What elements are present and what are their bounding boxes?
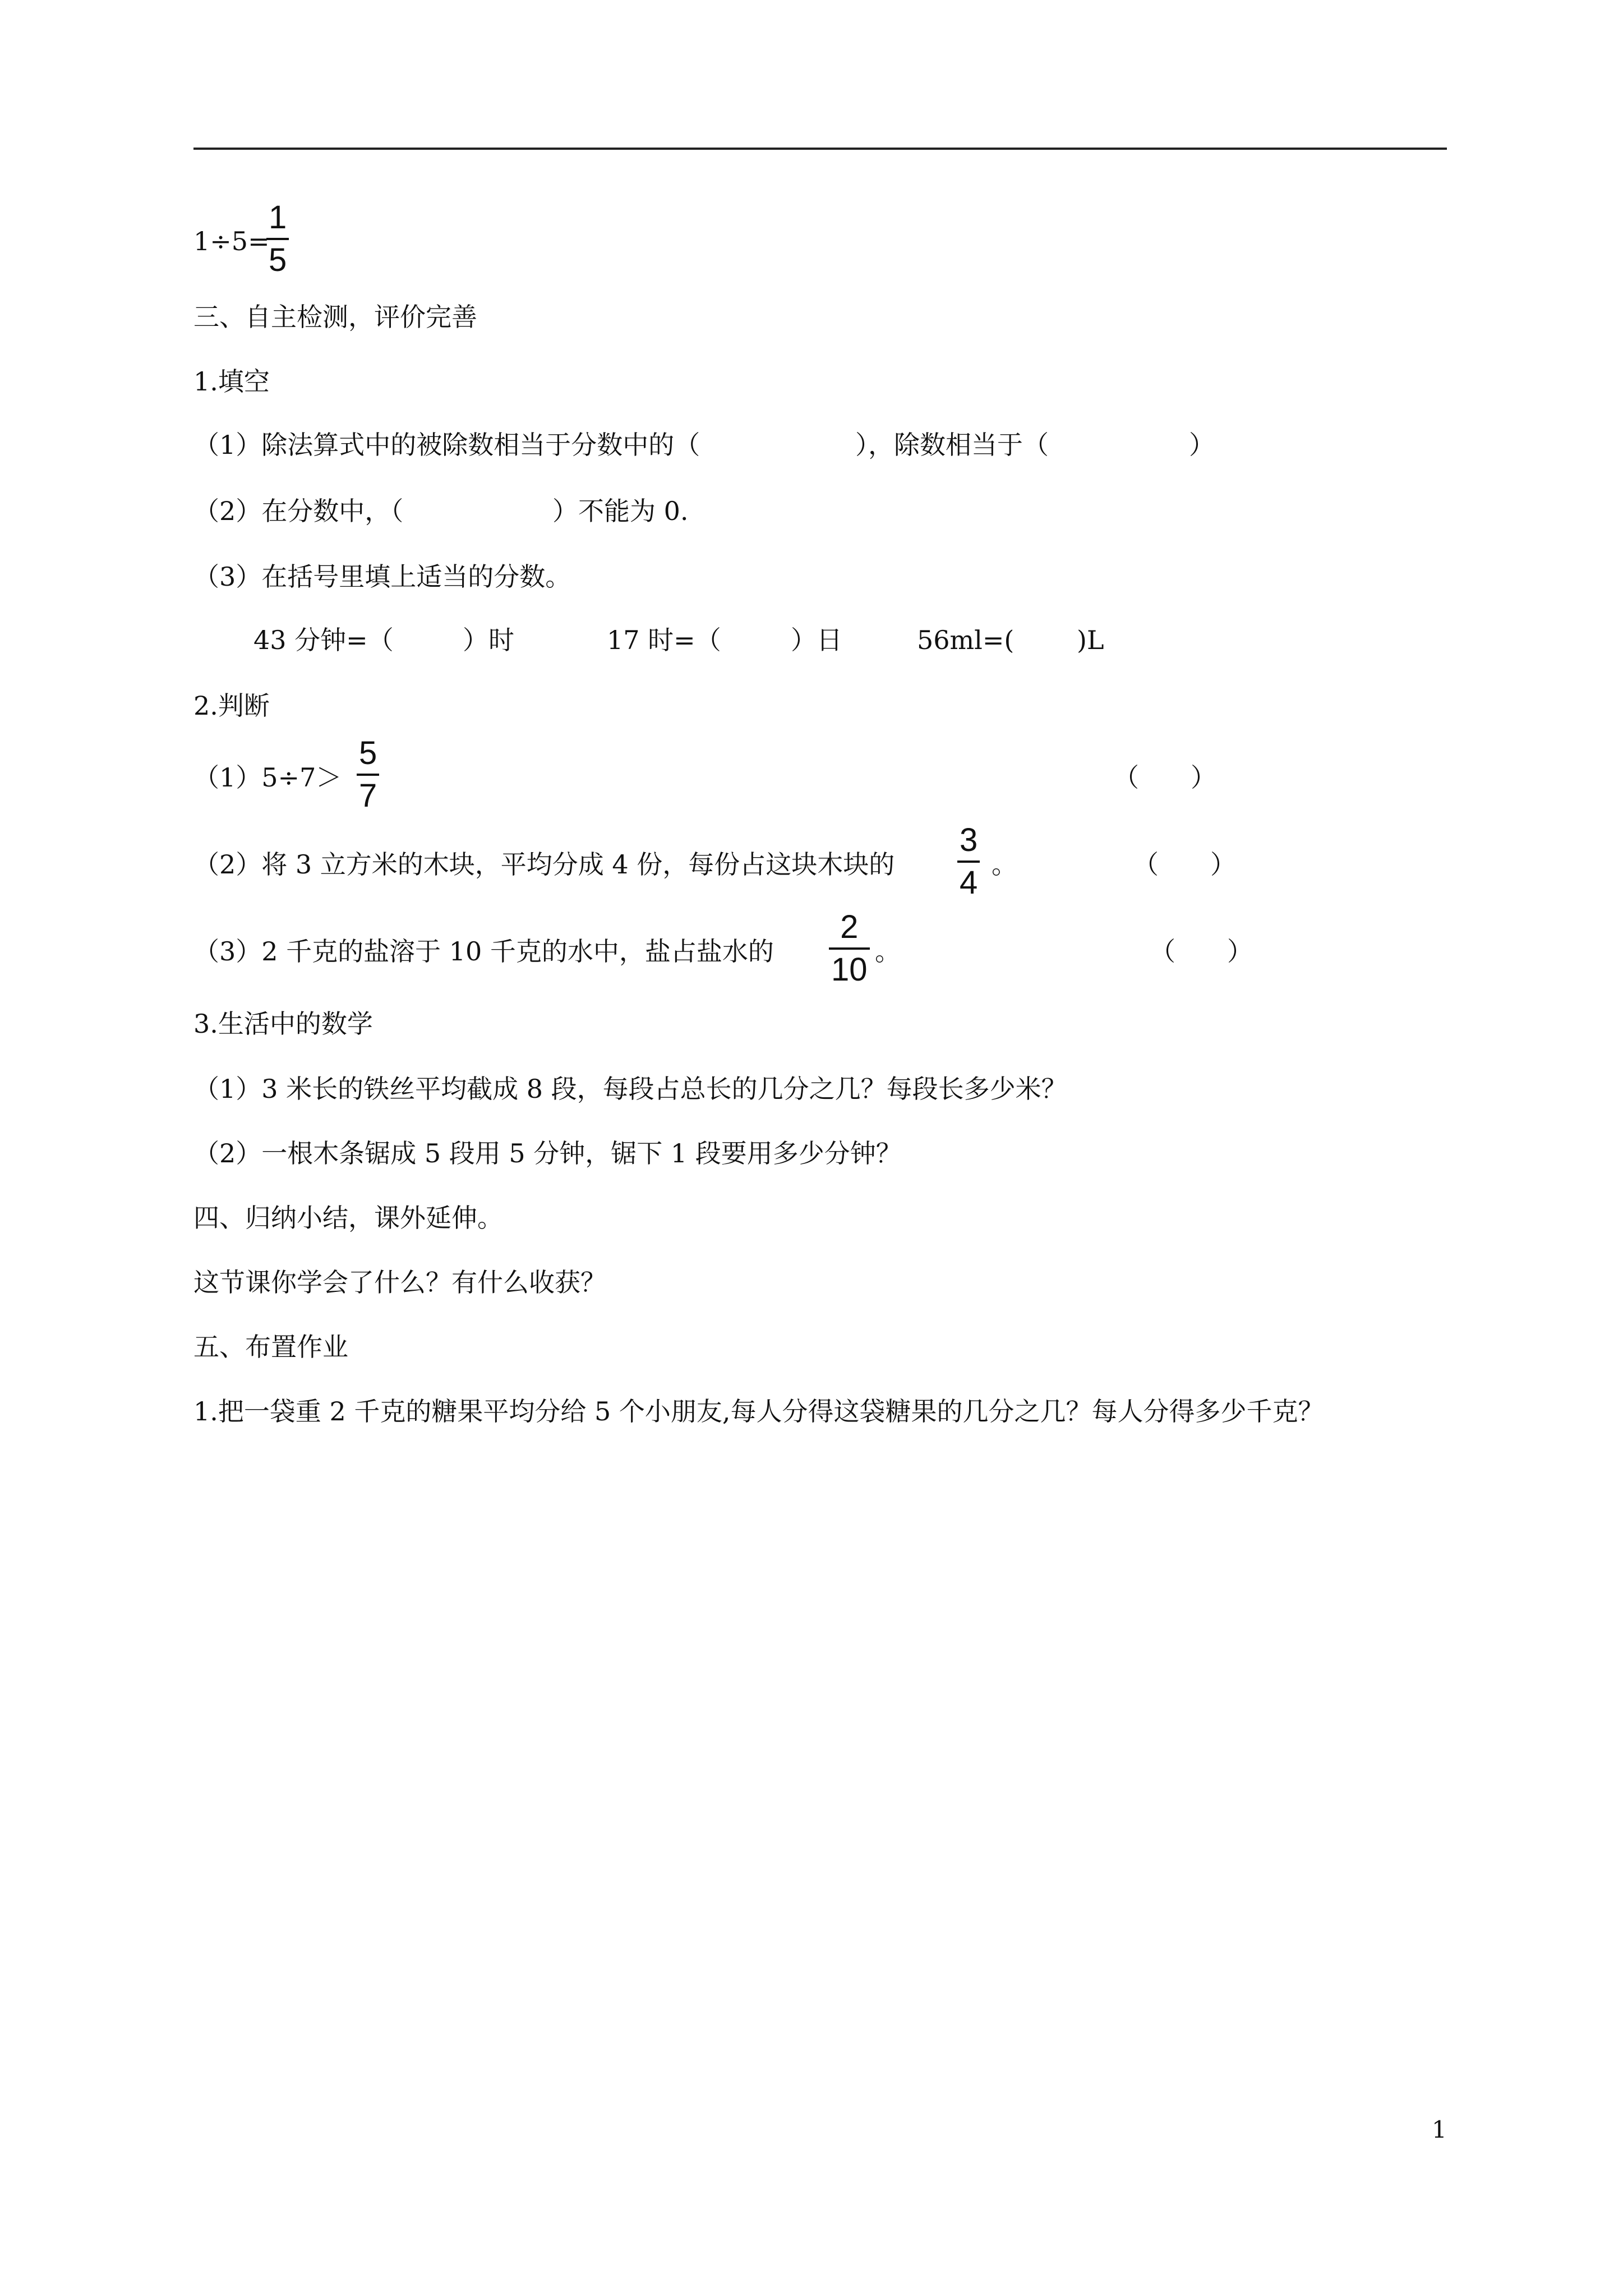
- fraction-bar: [829, 947, 870, 950]
- fraction-bar: [357, 774, 379, 776]
- unit-2-right: ）日: [791, 625, 842, 655]
- q1-item1-part1: （1）除法算式中的被除数相当于分数中的（: [193, 430, 700, 460]
- fraction-denominator: 7: [359, 777, 377, 814]
- fraction-numerator: 2: [840, 909, 859, 945]
- fraction-one-fifth: [266, 201, 289, 277]
- fraction-bar: [266, 238, 289, 240]
- fraction-denominator: 5: [269, 242, 287, 278]
- q1-item3: （3）在括号里填上适当的分数。: [193, 562, 571, 592]
- section-3-title: 三、自主检测，评价完善: [193, 302, 477, 332]
- q3-item1: （1）3 米长的铁丝平均截成 8 段，每段占总长的几分之几？每段长多少米？: [193, 1074, 1067, 1104]
- fraction-numerator: 1: [269, 199, 287, 236]
- header-rule: [193, 148, 1447, 150]
- unit-3-left: 56ml=(: [917, 625, 1015, 655]
- section-4-line: 这节课你学会了什么？有什么收获？: [193, 1267, 606, 1297]
- fraction-denominator: 4: [960, 864, 978, 901]
- q1-title: 1.填空: [193, 366, 270, 397]
- q2-item2-suffix: 。: [992, 849, 1017, 880]
- fraction-bar: [957, 861, 980, 863]
- section-4-title: 四、归纳小结，课外延伸。: [193, 1203, 503, 1233]
- unit-1-right: ）时: [463, 625, 514, 655]
- fraction-three-fourths: [957, 823, 980, 900]
- q2-item1-answer-paren: （ ）: [1113, 762, 1216, 793]
- fraction-two-tenths: [829, 910, 870, 987]
- unit-2-left: 17 时=（: [607, 625, 721, 655]
- page-number: 1: [1432, 2116, 1447, 2143]
- q2-item3-answer-paren: （ ）: [1150, 936, 1253, 967]
- q1-item1-part2: ），除数相当于（: [855, 430, 1049, 460]
- q3-item2: （2）一根木条锯成 5 段用 5 分钟，锯下 1 段要用多少分钟？: [193, 1138, 902, 1168]
- q2-item3-suffix: 。: [875, 936, 901, 967]
- q3-title: 3.生活中的数学: [193, 1009, 373, 1039]
- q2-item2-answer-paren: （ ）: [1133, 849, 1236, 880]
- fraction-denominator: 10: [831, 951, 868, 988]
- q2-item3-text: （3）2 千克的盐溶于 10 千克的水中，盐占盐水的: [193, 936, 774, 967]
- unit-3-right: )L: [1077, 625, 1104, 655]
- fraction-numerator: 5: [359, 735, 377, 771]
- q1-item2-part1: （2）在分数中，（: [193, 496, 404, 526]
- equation-text: 1÷5=: [193, 226, 270, 256]
- q2-item2-text: （2）将 3 立方米的木块，平均分成 4 份，每份占这块木块的: [193, 849, 895, 880]
- fraction-five-sevenths: [357, 737, 379, 813]
- section-5-title: 五、布置作业: [193, 1332, 348, 1362]
- q1-item2-part2: ）不能为 0.: [552, 496, 689, 526]
- homework-item-1: 1.把一袋重 2 千克的糖果平均分给 5 个小朋友,每人分得这袋糖果的几分之几？每人分得多少千克？: [193, 1396, 1324, 1427]
- q1-item1-part3: ）: [1189, 430, 1215, 460]
- unit-1-left: 43 分钟=（: [253, 625, 394, 655]
- q2-title: 2.判断: [193, 691, 270, 721]
- q2-item1-text: （1）5÷7＞: [193, 762, 342, 793]
- fraction-numerator: 3: [960, 822, 978, 858]
